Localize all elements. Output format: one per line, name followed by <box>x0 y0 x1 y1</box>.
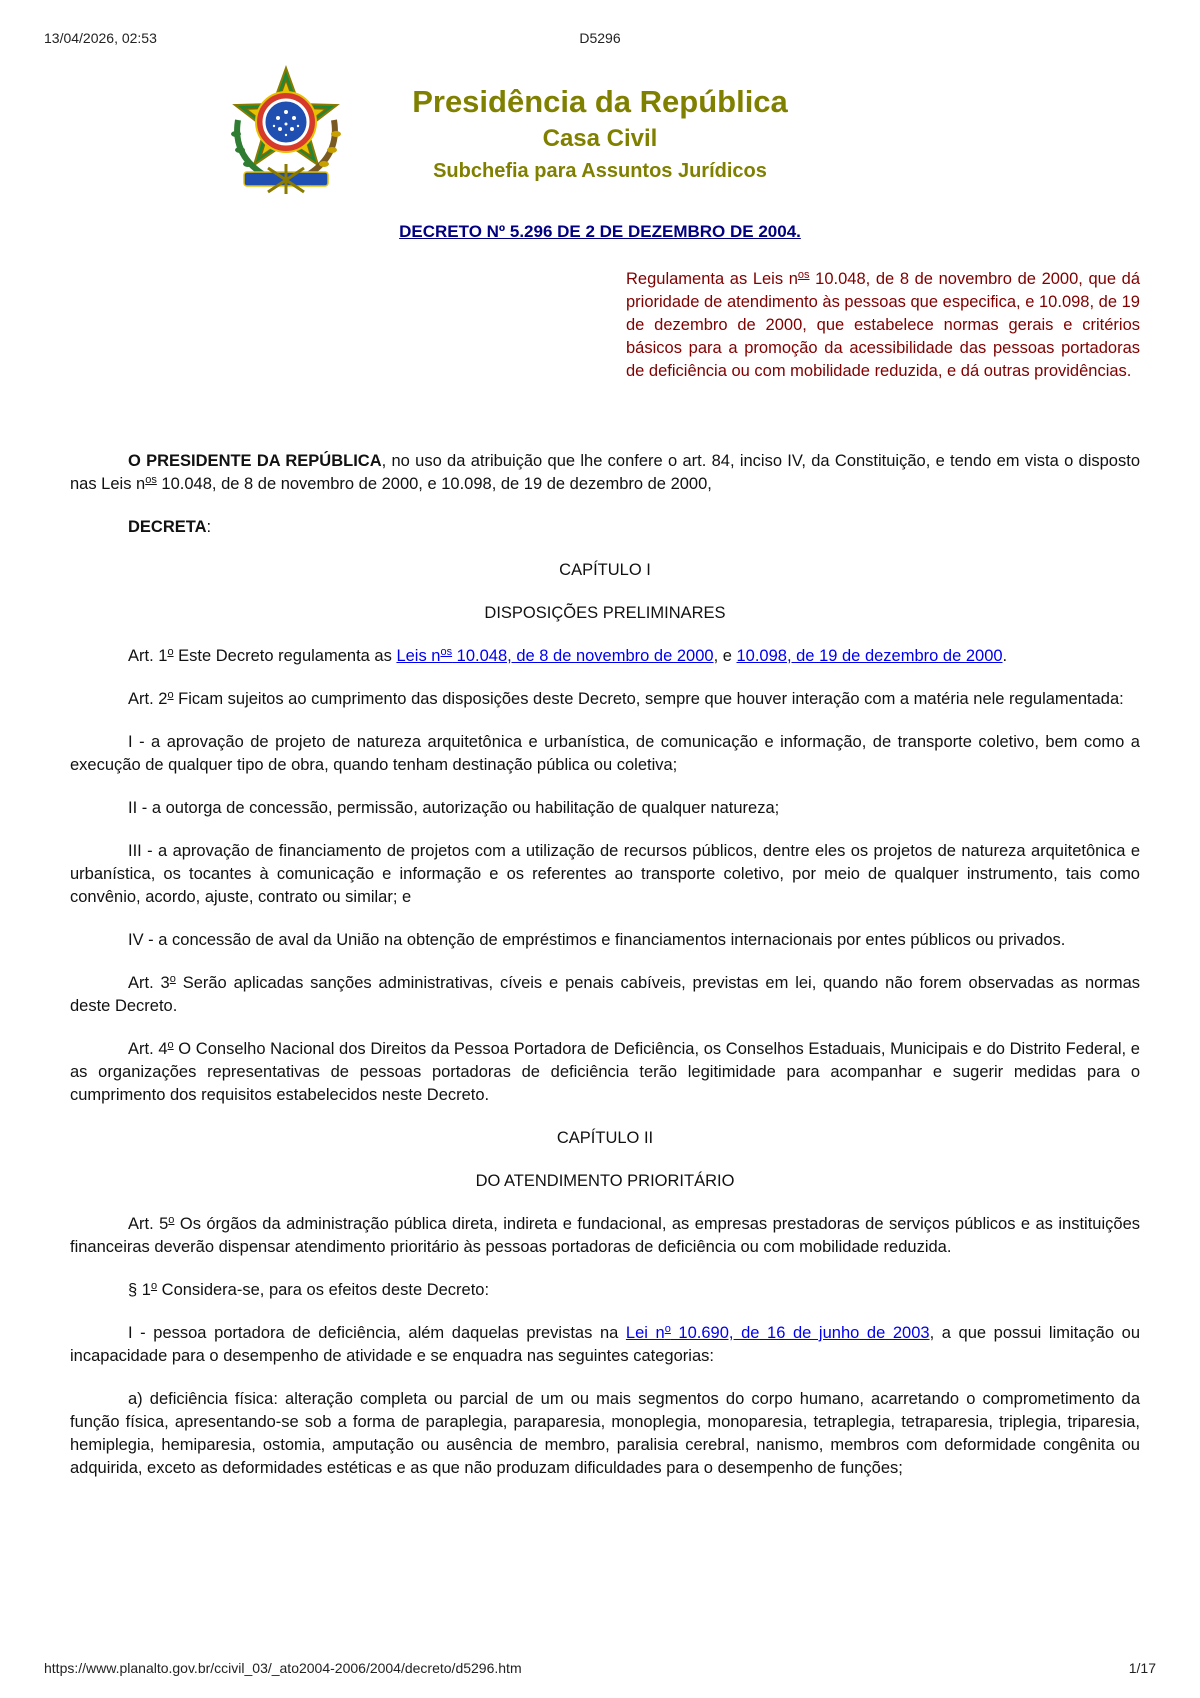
article-2 <box>70 688 1140 711</box>
ementa-text: 10.048, de 8 de novembro de 2000, que dá prioridade de atendimento às pessoas que especifica, e 10.098, de 19 de dezembro de 2000, que estabelece normas gerais e critérios básicos para a promoção da acessibilidade das pessoas portadoras de deficiência ou com mobilidade reduzida, e dá outras providências. <box>626 270 1140 380</box>
decree-title <box>0 222 1200 242</box>
law-link-10690[interactable] <box>626 1324 930 1342</box>
article-5-item-a: a) deficiência física: alteração completa ou parcial de um ou mais segmentos do corpo humano, acarretando o comprometimento da função física, apresentando-se sob a forma de paraplegia, paraparesia, monoplegia, monoparesia, tetraplegia, tetraparesia, triplegia, triparesia, hemiplegia, hemiparesia, ostomia, amputação ou ausência de membro, paralisia cerebral, nanismo, membros com deformidade congênita ou adquirida, exceto as deformidades estéticas e as que não produzam dificuldades para o desempenho de funções; <box>70 1390 1140 1477</box>
paragraph-text: Considera-se, para os efeitos deste Decreto: <box>157 1281 490 1299</box>
institution-subtitle: Casa Civil <box>542 125 658 152</box>
article-text: Este Decreto regulamenta as <box>173 647 397 665</box>
print-datetime: 13/04/2026, 02:53 <box>44 30 157 46</box>
article-text: Art. 4 <box>128 1040 168 1058</box>
chapter-label: CAPÍTULO I <box>559 561 651 579</box>
article-5-paragraph-1 <box>70 1279 1140 1302</box>
institution-name: Presidência da República <box>412 84 788 119</box>
institution-heading <box>360 82 840 186</box>
chapter-title: DO ATENDIMENTO PRIORITÁRIO <box>475 1172 735 1190</box>
link-text[interactable]: 10.690, de 16 de junho de 2003 <box>670 1324 930 1342</box>
print-url: https://www.planalto.gov.br/ccivil_03/_ato2004-2006/2004/decreto/d5296.htm <box>44 1660 522 1676</box>
ementa-text: Regulamenta as Leis n <box>626 270 798 288</box>
article-5 <box>70 1213 1140 1259</box>
preamble-text: 10.048, de 8 de novembro de 2000, e 10.098, de 19 de dezembro de 2000, <box>156 475 712 493</box>
coat-of-arms-icon <box>226 64 346 196</box>
link-text[interactable]: Leis n <box>396 647 441 665</box>
article-sup: o <box>167 689 174 701</box>
link-sup[interactable]: os <box>440 646 453 658</box>
law-link-10098[interactable]: 10.098, de 19 de dezembro de 2000 <box>736 647 1003 665</box>
article-2-item: II - a outorga de concessão, permissão, autorização ou habilitação de qualquer natureza; <box>128 799 780 817</box>
law-link-10048[interactable] <box>396 647 713 665</box>
article-text: . <box>1002 647 1008 665</box>
preamble <box>70 450 1140 496</box>
preamble-bold: O PRESIDENTE DA REPÚBLICA <box>128 452 382 470</box>
paragraph-sup: o <box>150 1280 158 1292</box>
article-text: Os órgãos da administração pública direta, indireta e fundacional, as empresas prestadoras de serviços públicos e as instituições financeiras deverão dispensar atendimento prioritário às pessoas portadoras de deficiência ou com mobilidade reduzida. <box>70 1215 1140 1256</box>
article-text: Art. 1 <box>128 647 168 665</box>
article-text: Art. 3 <box>128 974 170 992</box>
preamble-sup: os <box>145 474 157 486</box>
article-sup: o <box>167 1039 174 1051</box>
ementa <box>626 268 1140 383</box>
article-sup: o <box>168 1214 175 1226</box>
link-text[interactable]: Lei n <box>625 1324 665 1342</box>
chapter-label: CAPÍTULO II <box>556 1129 654 1147</box>
link-text[interactable]: 10.048, de 8 de novembro de 2000 <box>452 647 714 665</box>
article-4 <box>70 1038 1140 1107</box>
decreta-colon: : <box>206 518 212 536</box>
article-3 <box>70 972 1140 1018</box>
print-header <box>44 30 1156 50</box>
item-text: I - pessoa portadora de deficiência, além daquelas previstas na <box>128 1324 626 1342</box>
article-2-item: III - a aprovação de financiamento de projetos com a utilização de recursos públicos, dentre eles os projetos de natureza arquitetônica e urbanística, os tocantes à comunicação e informação e os referentes ao transporte coletivo, por meio de qualquer instrumento, tais como convênio, acordo, ajuste, contrato ou similar; e <box>70 842 1140 906</box>
decree-title-text: DECRETO Nº 5.296 DE 2 DE DEZEMBRO DE 2004. <box>399 222 801 241</box>
article-2-item: IV - a concessão de aval da União na obtenção de empréstimos e financiamentos internacionais por entes públicos ou privados. <box>128 931 1066 949</box>
page-number: 1/17 <box>1128 1660 1156 1676</box>
institution-department: Subchefia para Assuntos Jurídicos <box>433 160 767 182</box>
article-text: Art. 5 <box>128 1215 169 1233</box>
print-title: D5296 <box>579 30 621 46</box>
article-text: Ficam sujeitos ao cumprimento das disposições deste Decreto, sempre que houver interação com a matéria nele regulamentada: <box>173 690 1124 708</box>
paragraph-text: § 1 <box>128 1281 151 1299</box>
article-text: Serão aplicadas sanções administrativas, cíveis e penais cabíveis, previstas em lei, quando não forem observadas as normas deste Decreto. <box>70 974 1140 1015</box>
article-sup: o <box>169 973 176 985</box>
decreta-bold: DECRETA <box>128 518 207 536</box>
article-text: Art. 2 <box>128 690 168 708</box>
article-1 <box>70 645 1140 668</box>
article-5-item-i <box>70 1322 1140 1368</box>
decree-body <box>70 450 1140 1500</box>
chapter-title: DISPOSIÇÕES PRELIMINARES <box>484 604 726 622</box>
decreta <box>70 516 1140 539</box>
print-footer <box>44 1660 1156 1680</box>
article-sup: o <box>167 646 174 658</box>
article-2-item: I - a aprovação de projeto de natureza arquitetônica e urbanística, de comunicação e informação, de transporte coletivo, bem como a execução de qualquer tipo de obra, quando tenham destinação pública ou coletiva; <box>70 733 1140 774</box>
article-text: O Conselho Nacional dos Direitos da Pessoa Portadora de Deficiência, os Conselhos Estaduais, Municipais e do Distrito Federal, e as organizações representativas de pessoas portadoras de deficiência terão legitimidade para acompanhar e sugerir medidas para o cumprimento dos requisitos estabelecidos neste Decreto. <box>70 1040 1140 1104</box>
article-text: , e <box>713 647 737 665</box>
item-text: , a que possui limitação ou incapacidade para o desempenho de atividade e se enquadra nas seguintes categorias: <box>70 1324 1140 1365</box>
preamble-text: , no uso da atribuição que lhe confere o art. 84, inciso IV, da Constituição, e tendo em vista o disposto nas Leis n <box>70 452 1140 493</box>
ementa-sup: os <box>797 269 810 281</box>
link-sup[interactable]: o <box>664 1323 671 1335</box>
